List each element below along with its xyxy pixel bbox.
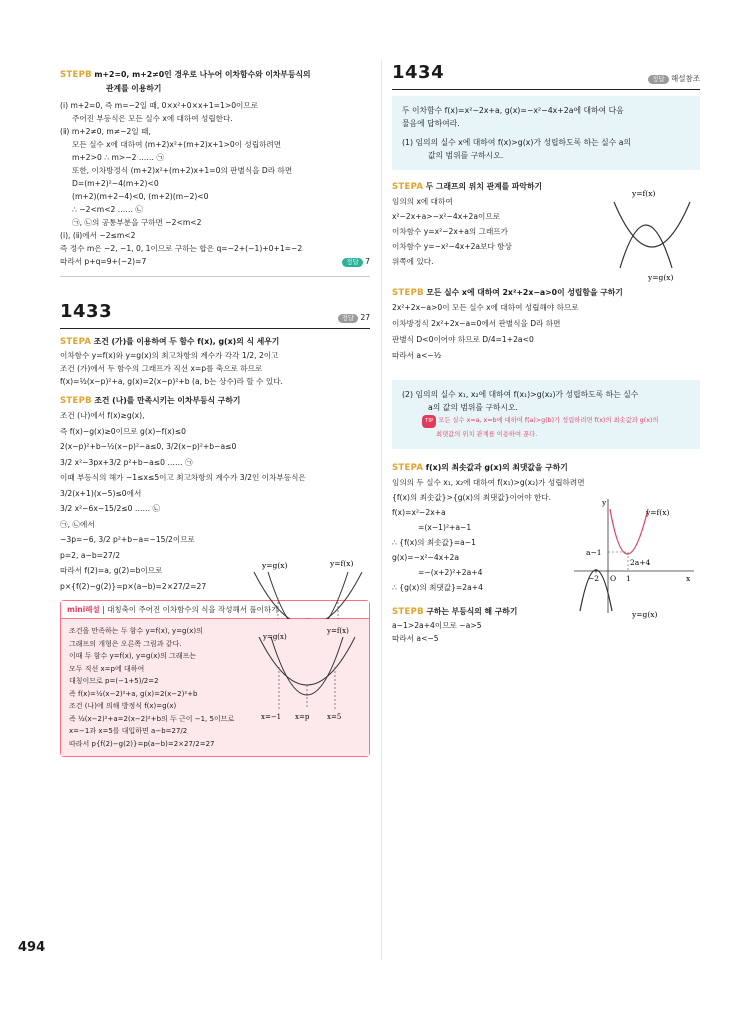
line — [60, 255, 370, 268]
answer — [648, 72, 700, 85]
label-gx: y=g(x) — [262, 561, 288, 570]
step-letter: B — [417, 288, 424, 298]
line: 그래프의 개형은 오른쪽 그림과 같다. — [69, 639, 182, 648]
line: a의 값의 범위를 구하시오. — [428, 403, 519, 412]
step-label: STEP — [392, 463, 417, 473]
line: (1) 임의의 실수 x에 대하여 f(x)>g(x)가 성립하도록 하는 실수 a의 — [402, 138, 631, 147]
step-title: 모든 실수 x에 대하여 2x²+2x−a>0이 성립함을 구하기 — [426, 288, 623, 297]
line: m+2>0 ∴ m>−2 …… ㉠ — [72, 153, 165, 162]
line: ∴ {f(x)의 최솟값}=a−1 — [392, 538, 476, 547]
step-title: 조건 (나)를 만족시키는 이차부등식 구하기 — [94, 396, 241, 405]
s1a-body — [392, 189, 700, 282]
tick-label: 1 — [626, 574, 631, 583]
line: ㉠, ㉡에서 — [60, 519, 95, 529]
line: {f(x)의 최솟값}>{g(x)의 최댓값}이어야 한다. — [392, 493, 552, 502]
s2a-heading — [392, 461, 700, 475]
axis-y: y — [602, 498, 607, 507]
step-label: STEP — [392, 288, 418, 298]
graph-s1a — [602, 182, 698, 282]
line-label: x=−1 — [261, 713, 282, 721]
line: 즉 ½(x−2)²+a=2(x−2)²+b의 두 근이 −1, 5이므로 — [69, 714, 235, 723]
answer-top — [342, 255, 370, 268]
line: 판별식 D<0이어야 하므로 D/4=1+2a<0 — [392, 335, 534, 344]
step-letter: B — [417, 607, 424, 617]
mini-title: 대칭축이 주어진 이차함수의 식을 작성해서 풀이하기 — [107, 605, 279, 614]
line: 이차함수 y=x²−2x+a의 그래프가 — [392, 227, 508, 236]
line: 즉 f(x)−g(x)≥0이므로 g(x)−f(x)≤0 — [60, 426, 186, 436]
column-divider — [381, 60, 382, 960]
line: 이때 부등식의 해가 −1≤x≤5이고 최고차항의 계수가 3/2인 이차부등식은 — [60, 473, 306, 482]
line: 즉 f(x)=½(x−2)²+a, g(x)=2(x−2)²+b — [69, 689, 198, 698]
step-label: STEP — [60, 337, 85, 347]
tip-text-2: 최댓값의 위치 관계를 이용하여 푼다. — [436, 431, 538, 438]
mini-tag: mini해설 — [67, 605, 100, 614]
line: 두 이차함수 f(x)=x²−2x+a, g(x)=−x²−4x+2a에 대하여 다음 — [402, 106, 624, 115]
axis-x: x — [686, 574, 691, 583]
step-label: STEP — [60, 396, 86, 406]
curve-f — [610, 509, 648, 554]
line: 이때 두 함수 y=f(x), y=g(x)의 그래프는 — [69, 652, 197, 660]
page-number: 494 — [18, 940, 46, 955]
step-label: STEP — [392, 182, 417, 192]
line: 값의 범위를 구하시오. — [428, 151, 504, 160]
line: f(x)=x²−2x+a — [392, 508, 446, 517]
graph-s2a — [572, 495, 698, 619]
right-column — [392, 60, 700, 645]
step-label: STEP — [60, 70, 86, 80]
line: x²−2x+a>−x²−4x+2a이므로 — [392, 212, 501, 221]
answer-badge: 정답 — [342, 258, 363, 267]
line: D=(m+2)²−4(m+2)<0 — [72, 179, 159, 188]
tip-badge: TIP — [422, 415, 436, 428]
line: 3/2 x²−3px+3/2 p²+b−a≤0 …… ㉠ — [60, 457, 193, 467]
line: 따라서 f(2)=a, g(2)=b이므로 — [60, 566, 163, 575]
answer-value: 27 — [360, 313, 370, 322]
label-2a-plus-4: 2a+4 — [630, 558, 651, 567]
line: 이차방정식 2x²+2x−a=0에서 판별식을 D라 하면 — [392, 319, 561, 328]
question-box-1 — [392, 96, 700, 170]
line: g(x)=−x²−4x+2a — [392, 553, 460, 562]
line: 따라서 a<−5 — [392, 634, 439, 643]
answer-badge: 정답 — [648, 75, 669, 84]
step-title: 두 그래프의 위치 관계를 파악하기 — [425, 182, 543, 191]
problem-header-1434 — [392, 62, 700, 90]
label-fx: y=f(x) — [646, 508, 670, 517]
line: (2) 임의의 실수 x₁, x₂에 대하여 f(x₁)>g(x₂)가 성립하도록 하는 실수 — [402, 390, 639, 399]
step-a-heading — [60, 335, 370, 349]
line: 2(x−p)²+b−½(x−p)²−a≤0, 3/2(x−p)²+b−a≤0 — [60, 442, 237, 451]
label-gx: y=g(x) — [263, 633, 287, 641]
step-letter: B — [85, 396, 92, 406]
step-letter: A — [416, 182, 424, 192]
step-letter: A — [416, 463, 424, 473]
line: 따라서 p{f(2)−g(2)}=p(a−b)=2×27/2=27 — [69, 739, 215, 748]
label-a-minus-1: a−1 — [586, 548, 602, 557]
mini-header: mini해설 | 대칭축이 주어진 이차함수의 식을 작성해서 풀이하기 — [61, 601, 369, 619]
line: 물음에 답하여라. — [402, 119, 460, 128]
line: 3/2(x+1)(x−5)≤0에서 — [60, 488, 142, 498]
line: 조건 (나)에서 f(x)≥g(x), — [60, 411, 145, 420]
line: x=−1과 x=5를 대입하면 a−b=27/2 — [69, 727, 188, 735]
step-letter: A — [84, 337, 92, 347]
line: 또한, 이차방정식 (m+2)x²+(m+2)x+1=0의 판별식을 D라 하면 — [72, 166, 293, 175]
step-letter: B — [85, 70, 92, 80]
label-fx: y=f(x) — [632, 189, 656, 198]
line: a−1>2a+4이므로 −a>5 — [392, 621, 482, 630]
label-fx: y=f(x) — [330, 559, 354, 568]
answer-value: 해설참조 — [671, 74, 700, 83]
line: 주어진 부등식은 모든 실수 x에 대하여 성립한다. — [72, 114, 233, 123]
line: =(x−1)²+a−1 — [418, 523, 472, 532]
line: 이차함수 y=f(x)와 y=g(x)의 최고차항의 계수가 각각 1/2, 2이고 — [60, 351, 279, 360]
step-title: 구하는 부등식의 해 구하기 — [426, 607, 518, 616]
line: 조건을 만족하는 두 함수 y=f(x), y=g(x)의 — [69, 627, 203, 635]
step-b-heading — [60, 394, 370, 408]
line: 모두 직선 x=p에 대하여 — [69, 664, 145, 673]
line-label: x=5 — [327, 713, 342, 721]
solution-top — [60, 99, 370, 268]
label-gx: y=g(x) — [632, 610, 658, 619]
line: 위쪽에 있다. — [392, 257, 434, 266]
line: 3/2 x²−6x−15/2≤0 …… ㉡ — [60, 504, 161, 513]
line: ∴ {g(x)의 최댓값}=2a+4 — [392, 583, 483, 592]
question-box-2 — [392, 380, 700, 449]
line: ㉠, ㉡의 공통부분을 구하면 −2<m<2 — [72, 218, 202, 227]
label-fx: y=f(x) — [327, 627, 349, 635]
tip — [402, 414, 690, 428]
line: (ⅰ), (ⅱ)에서 −2≤m<2 — [60, 231, 136, 240]
line: 대칭이므로 p=(−1+5)/2=2 — [69, 677, 159, 685]
label-gx: y=g(x) — [648, 273, 674, 282]
line-label: x=p — [295, 713, 310, 721]
problem-number: 1433 — [60, 301, 113, 322]
mini-body — [61, 619, 369, 756]
line: 임의의 x에 대하여 — [392, 197, 453, 206]
answer — [338, 311, 371, 324]
step-b-body — [60, 408, 370, 594]
curve-f — [614, 202, 690, 247]
step-label: STEP — [392, 607, 418, 617]
step-title-2: 관계를 이용하기 — [106, 84, 162, 93]
line: −3p=−6, 3/2 p²+b−a=−15/2이므로 — [60, 535, 195, 544]
step-title: f(x)의 최솟값과 g(x)의 최댓값을 구하기 — [425, 463, 568, 472]
line: 2x²+2x−a>0이 모든 실수 x에 대하여 성립해야 하므로 — [392, 303, 579, 312]
line: 모든 실수 x에 대하여 (m+2)x²+(m+2)x+1>0이 성립하려면 — [72, 140, 282, 149]
problem-header-1433 — [60, 301, 370, 329]
mini-explanation-box — [60, 600, 370, 757]
line: (ⅰ) m+2=0, 즉 m=−2일 때, 0×x²+0×x+1=1>0이므로 — [60, 101, 259, 110]
line: 즉 정수 m은 −2, −1, 0, 1이므로 구하는 합은 q=−2+(−1)+0+1=−2 — [60, 244, 303, 253]
s2b-body — [392, 619, 700, 645]
line: f(x)=½(x−p)²+a, g(x)=2(x−p)²+b (a, b는 상수)라 할 수 있다. — [60, 377, 283, 386]
line: 임의의 두 실수 x₁, x₂에 대하여 f(x₁)>g(x₂)가 성립하려면 — [392, 478, 585, 487]
line: 조건 (가)에서 두 함수의 그래프가 직선 x=p를 축으로 하므로 — [60, 364, 263, 373]
step-title: m+2=0, m+2≠0인 경우로 나누어 이차함수와 이차부등식의 — [94, 70, 311, 79]
left-column — [60, 60, 370, 757]
mini-graph — [251, 623, 363, 723]
s1b-heading — [392, 286, 700, 300]
answer-value: 7 — [365, 257, 370, 266]
step-title: 조건 (가)를 이용하여 두 함수 f(x), g(x)의 식 세우기 — [93, 337, 280, 346]
s1b-body — [392, 300, 700, 364]
line: 이차함수 y=−x²−4x+2a보다 항상 — [392, 242, 512, 251]
tip-text: 모든 실수 x=a, x=b에 대하여 f(a)>g(b)가 성립하려면 f(x)의 최솟값과 g(x)의 — [438, 417, 659, 424]
line-text: 따라서 p+q=9+(−2)=7 — [60, 257, 147, 266]
divider — [60, 276, 370, 277]
line: 따라서 a<−½ — [392, 351, 442, 360]
line: p×{f(2)−g(2)}=p×(a−b)=2×27/2=27 — [60, 581, 207, 591]
line: ∴ −2<m<2 …… ㉡ — [72, 205, 144, 214]
step-b-heading-top — [60, 68, 370, 95]
line: (ⅱ) m+2≠0, m≠−2일 때, — [60, 127, 151, 136]
answer-badge: 정답 — [338, 314, 359, 323]
line: =−(x+2)²+2a+4 — [418, 568, 483, 577]
line: 조건 (나)에 의해 방정식 f(x)=g(x) — [69, 702, 177, 710]
problem-number: 1434 — [392, 62, 445, 83]
tick-label: −2 — [588, 574, 600, 583]
line: (m+2)(m+2−4)<0, (m+2)(m−2)<0 — [72, 192, 209, 201]
line: p=2, a−b=27/2 — [60, 550, 121, 560]
origin-label: O — [610, 574, 617, 583]
